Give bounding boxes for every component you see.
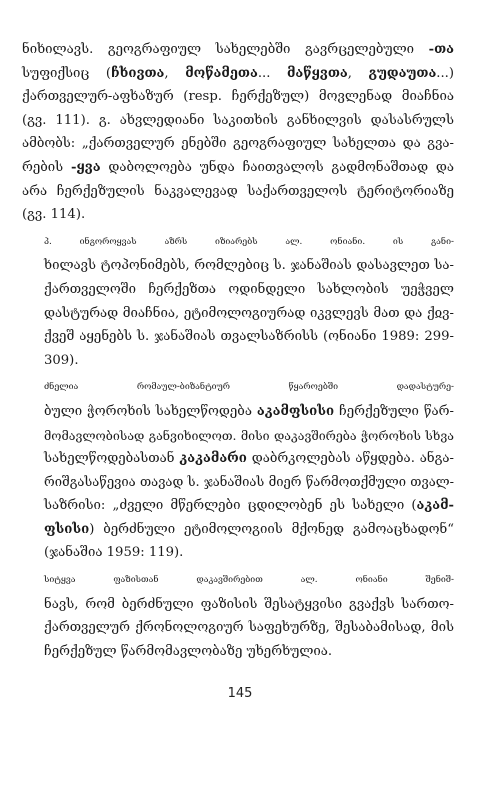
paragraph-2 <box>22 231 454 373</box>
text-run: ... <box>257 65 287 81</box>
text-run: რიშგასაწევია თავად ს. ჯანაშიას მიერ წარმოთქმული თვალ- <box>44 474 454 490</box>
text-run: ქართველოში ჩერქეზთა ოდინდელი სახლობის უეჭველ <box>44 281 454 297</box>
text-line <box>22 424 454 448</box>
text-run: ამბობს: „ქართველურ ენებში გეოგრაფიულ სახელთა და გვა- <box>22 136 454 152</box>
text-line <box>22 640 454 664</box>
text-line <box>22 349 454 373</box>
text-line <box>22 447 454 471</box>
bold-term: აკამ- <box>416 498 454 514</box>
text-line <box>22 325 454 349</box>
text-line <box>22 569 454 593</box>
text-run: დაბრკოლებას აწყდება. ანგა- <box>246 451 455 467</box>
bold-term: გუდაუთა <box>368 65 437 81</box>
text-line <box>22 376 454 400</box>
text-line <box>22 254 454 278</box>
text-line <box>22 132 454 156</box>
text-run: სუფიქსიც ( <box>22 65 112 81</box>
paragraph-3 <box>22 376 454 565</box>
text-run: სიტყვა ფაზისთან დაკავშირებით ალ. ონიანი შენიშ- <box>44 575 454 586</box>
text-line <box>22 62 454 86</box>
bold-term: -ყვა <box>71 159 101 175</box>
bold-term: ჩხივთა <box>111 65 165 81</box>
text-run: მომავლობისად განვიხილოთ. მისი დაკავშირება ჭოროხის სხვა <box>44 427 454 443</box>
text-run: ქართველურ ქრონოლოგიურ საფეხურზე, შესაბამისად, მის <box>44 620 454 636</box>
bold-term: მოწამეთა <box>185 65 258 81</box>
text-run: სახელწოდებასთან <box>44 451 180 467</box>
text-run: დასტურად მიაჩნია, ეტიმოლოგიურად იკვლევს მათ და ქჲვ- <box>44 305 454 321</box>
text-run: ქვეშ აყენებს ს. ჯანაშიას თვალსაზრისს (ონიანი 1989: 299- <box>44 329 454 345</box>
text-run: ქართველურ-აფხაზურ (resp. ჩერქეზულ) მოვლენად მიაჩნია <box>22 89 454 105</box>
text-run: , <box>164 65 186 81</box>
text-run: ) ბერძნული ეტიმოლოგიის მქონედ გამოაცხადონ“ <box>89 521 454 537</box>
text-run: , <box>347 65 369 81</box>
text-line <box>22 593 454 617</box>
bold-term: -თა <box>428 42 454 57</box>
paragraph-1 <box>22 38 454 227</box>
text-run: საზრისი: „ძველი მწერლები ცდილობენ ეს სახელი ( <box>44 498 417 514</box>
text-run: ...) <box>436 65 455 81</box>
text-line <box>22 616 454 640</box>
text-run: ნიხილავს. გეოგრაფიულ სახელებში გავრცელებული <box>22 42 429 57</box>
text-line <box>22 156 454 180</box>
bold-term: მაწყვთა <box>287 65 348 81</box>
text-line <box>22 471 454 495</box>
bold-term: ფსისი <box>44 521 90 537</box>
text-line <box>22 494 454 518</box>
body-text <box>22 38 454 663</box>
text-line <box>22 38 454 62</box>
text-run: რების <box>22 159 71 175</box>
text-line <box>22 302 454 326</box>
text-run: ხილავს ტოპონიმებს, რომლებიც ს. ჯანაშიას დასავლეთ სა- <box>44 258 454 274</box>
text-line <box>22 203 454 227</box>
text-run: (გვ. 114). <box>22 207 86 223</box>
text-line <box>22 109 454 133</box>
text-line <box>22 541 454 565</box>
bold-term: კაკამარი <box>179 451 247 467</box>
text-run: დაბოლოება უნდა ჩაითვალოს გადმონაშთად და <box>100 159 455 175</box>
text-run: ჩერქეზული წარ- <box>334 403 454 419</box>
paragraph-4 <box>22 569 454 663</box>
text-line <box>22 518 454 542</box>
text-run: ჩერქეზულ წარმომავლობაზე უხერხულია. <box>44 643 333 659</box>
text-run: ნავს, რომ ბერძნული ფაზისის შესატყვისი გვაქვს სართო- <box>44 596 454 612</box>
text-run: (ჯანაშია 1959: 119). <box>44 545 184 561</box>
text-run: (გვ. 111). გ. ახვლედიანი საკითხის განხილვის დასასრულს <box>22 112 454 128</box>
page-number: 145 <box>227 686 253 701</box>
bold-term: აკამფსისი <box>256 403 335 419</box>
text-run: ძნელია რომაულ-ბიზანტიურ წყაროებში დადასტურე- <box>44 382 454 393</box>
text-line <box>22 278 454 302</box>
text-line <box>22 231 454 255</box>
text-line <box>22 180 454 204</box>
text-run: 309). <box>44 352 79 368</box>
text-line <box>22 400 454 424</box>
text-line <box>22 85 454 109</box>
text-run: ბული ჭოროხის სახელწოდება <box>44 403 257 419</box>
text-run: არა ჩერქეზულის ნაკვალევად საქართველოს ტერიტორიაზე <box>22 183 454 199</box>
text-run: პ. ინგოროყვას აზრს იზიარებს ალ. ონიანი. ის განი- <box>44 236 454 247</box>
